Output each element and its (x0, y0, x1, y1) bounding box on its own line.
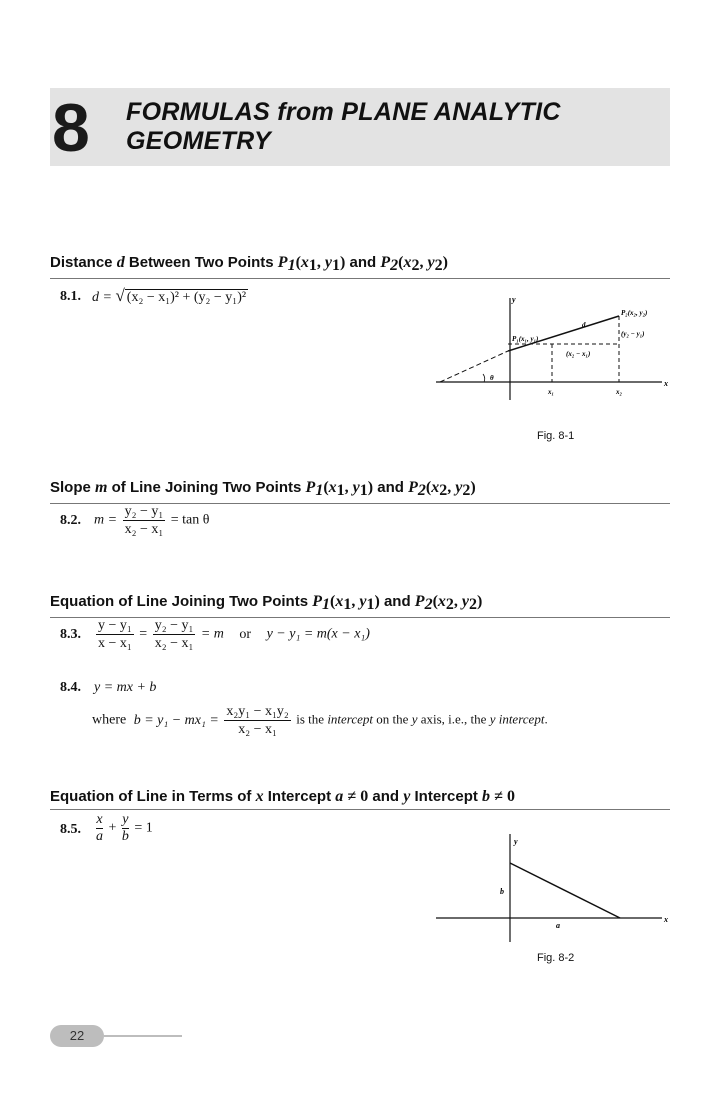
point-sub: 1 (322, 596, 330, 613)
point-sub: 1 (359, 482, 368, 499)
fig1-x1-tick: x₁ (548, 388, 554, 396)
heading-ne: ≠ 0 (347, 788, 369, 805)
fraction-denominator: x₂ − x₁ (238, 722, 277, 737)
heading-text: Equation of Line Joining Two Points (50, 593, 309, 610)
point-sub: 2 (434, 257, 443, 274)
section-heading-slope: Slope m of Line Joining Two Points $P_1(x_1$, $y_1$) and $P_2(x_2$, $y_2$) (50, 478, 670, 504)
point-sub: 2 (462, 482, 471, 499)
equation-alt: y − y₁ = m(x − x₁) (266, 626, 370, 642)
chapter-title-line1: FORMULAS from PLANE ANALYTIC (126, 98, 561, 126)
heading-var: d (116, 254, 125, 271)
fraction-numerator: y (122, 812, 129, 827)
description (296, 712, 547, 727)
point-label: x (300, 254, 309, 271)
chapter-title (126, 98, 561, 156)
equation-number-8-1: 8.1. (60, 289, 81, 304)
equation-number-8-4: 8.4. (60, 680, 81, 695)
point-sub: 1 (336, 482, 345, 499)
section-heading-distance: Distance d Between Two Points $P_1(x_1$, $y_1$) and $P_2(x_2$, $y_2$) (50, 253, 670, 279)
section-heading-intercept (50, 787, 670, 810)
desc-text: is the (296, 711, 325, 727)
equation-8-3 (94, 617, 370, 652)
figure-8-1 (430, 292, 680, 402)
point-label: y (461, 593, 469, 610)
heading-text: and (349, 254, 377, 271)
point-label: P (380, 254, 391, 271)
heading-ne: ≠ 0 (494, 788, 515, 805)
point-label: P (305, 479, 316, 496)
point-label: P (414, 593, 425, 610)
heading-text: Intercept (267, 788, 332, 805)
equation-8-1: d = √ (x₂ − x₁)² + (y₂ − y₁)² (92, 286, 247, 305)
figure-8-2 (430, 830, 680, 945)
chapter-number: 8 (52, 90, 90, 166)
point-label: y (324, 254, 332, 271)
fraction-denominator: x₂ − x₁ (154, 636, 194, 651)
heading-text: Slope (50, 479, 91, 496)
fig2-y-label: y (514, 837, 518, 846)
point-label: x (328, 479, 337, 496)
fraction-denominator: b (121, 829, 129, 844)
section-heading-line-equation: Equation of Line Joining Two Points $P_1(x_1$, $y_1$) and $P_2(x_2$, $y_2$) (50, 592, 670, 618)
b-expression: b = y₁ − mx₁ = (133, 712, 219, 728)
heading-var: x (255, 788, 264, 805)
fraction-denominator: x − x₁ (98, 636, 132, 651)
fraction-denominator: a (96, 829, 103, 844)
equation-rhs: = 1 (134, 820, 153, 836)
point-sub: 1 (287, 257, 296, 274)
point-label: x (335, 593, 344, 610)
fig2-x-label: x (664, 915, 668, 924)
desc-text: axis, i.e., the (420, 711, 487, 727)
fig1-dx-label: (x₂ − x₁) (566, 350, 591, 358)
fraction (153, 617, 196, 652)
fraction (224, 703, 290, 738)
fig1-theta-arc (483, 374, 485, 382)
point-label: y (455, 479, 463, 496)
plus-sign: + (108, 820, 117, 836)
point-label: y (427, 254, 435, 271)
fig1-extension-line (440, 351, 508, 382)
chapter-title-line2: GEOMETRY (126, 127, 272, 155)
equation-radicand: (x₂ − x₁)² + (y₂ − y₁)² (126, 290, 247, 305)
point-label: P (312, 593, 322, 610)
heading-text: Intercept (414, 788, 478, 805)
fraction-numerator: x₂y₁ − x₁y₂ (226, 704, 289, 719)
point-sub: 1 (315, 482, 324, 499)
point-label: x (437, 593, 446, 610)
heading-text: Distance (50, 254, 113, 271)
equals-sign: = (139, 626, 148, 642)
equation-lhs: m = (94, 512, 118, 528)
figure-caption-8-1: Fig. 8-1 (537, 430, 575, 442)
fraction-numerator: y − y₁ (98, 618, 132, 633)
fraction (123, 503, 166, 538)
heading-text: and (383, 593, 411, 610)
heading-text: and (372, 788, 400, 805)
point-label: x (403, 254, 412, 271)
fraction-numerator: x (96, 812, 103, 827)
fig2-intercept-line (510, 863, 620, 918)
equation-lhs: d = (92, 290, 112, 305)
fig1-x-label: x (664, 379, 668, 388)
heading-var: a (335, 788, 344, 805)
point-label: x (431, 479, 440, 496)
equation-number-8-3: 8.3. (60, 627, 81, 642)
fraction (96, 812, 103, 845)
equation-number-8-5: 8.5. (60, 822, 81, 837)
fraction-numerator: y₂ − y₁ (124, 504, 164, 519)
point-label: y (352, 479, 360, 496)
point-label: P (408, 479, 418, 496)
fig1-x2-tick: x₂ (616, 388, 622, 396)
fraction (122, 812, 129, 845)
fraction-denominator: x₂ − x₁ (124, 522, 164, 537)
desc-italic: y intercept (489, 711, 545, 727)
fraction-numerator: y₂ − y₁ (154, 618, 194, 633)
point-sub: 2 (469, 596, 477, 613)
fig1-theta-label: θ (490, 374, 494, 382)
point-sub: 2 (439, 482, 448, 499)
desc-text: on the (376, 711, 409, 727)
heading-text: Between Two Points (128, 254, 274, 271)
point-sub: 1 (308, 257, 317, 274)
fig2-a-label: a (556, 921, 560, 930)
equation-8-2 (94, 503, 209, 538)
point-sub: 2 (424, 596, 433, 613)
heading-var: b (482, 788, 491, 805)
point-sub: 2 (445, 596, 454, 613)
page-number-rule (104, 1035, 182, 1037)
where-text: where (92, 712, 127, 728)
desc-italic: intercept (327, 711, 374, 727)
fig1-y-label: y (512, 295, 516, 304)
point-sub: 1 (343, 596, 352, 613)
fig1-d-label: d (582, 321, 586, 329)
fig1-dy-label: (y₂ − y₁) (621, 330, 645, 338)
point-label: y (359, 593, 367, 610)
desc-italic: y (411, 711, 418, 727)
equation-8-5 (94, 812, 153, 845)
heading-var: y (403, 788, 411, 805)
fig1-segment-d (508, 316, 619, 351)
desc-text: . (544, 711, 548, 727)
heading-text: Equation of Line in Terms of (50, 788, 252, 805)
equation-rhs: = m (200, 626, 224, 642)
heading-var: m (95, 479, 108, 496)
fig1-p1-label: P₁(x₁, y₁) (512, 335, 539, 343)
or-text: or (239, 626, 252, 642)
equation-number-8-2: 8.2. (60, 513, 81, 528)
equation-8-4 (94, 680, 156, 696)
point-sub: 2 (390, 257, 399, 274)
point-sub: 2 (417, 482, 426, 499)
fig2-b-label: b (500, 887, 504, 896)
heading-text: of Line Joining Two Points (111, 479, 302, 496)
point-sub: 1 (366, 596, 375, 613)
point-label: P (277, 254, 288, 271)
equation-8-4-where (92, 703, 548, 738)
equation-main: y = mx + b (94, 680, 157, 695)
equation-rhs: = tan θ (170, 512, 210, 528)
page-number: 22 (50, 1025, 104, 1047)
figure-caption-8-2: Fig. 8-2 (537, 952, 575, 964)
fig1-p2-label: P₂(x₂, y₂) (621, 309, 648, 317)
heading-text: and (377, 479, 404, 496)
point-sub: 2 (411, 257, 420, 274)
fraction (96, 617, 134, 652)
point-sub: 1 (332, 257, 340, 274)
